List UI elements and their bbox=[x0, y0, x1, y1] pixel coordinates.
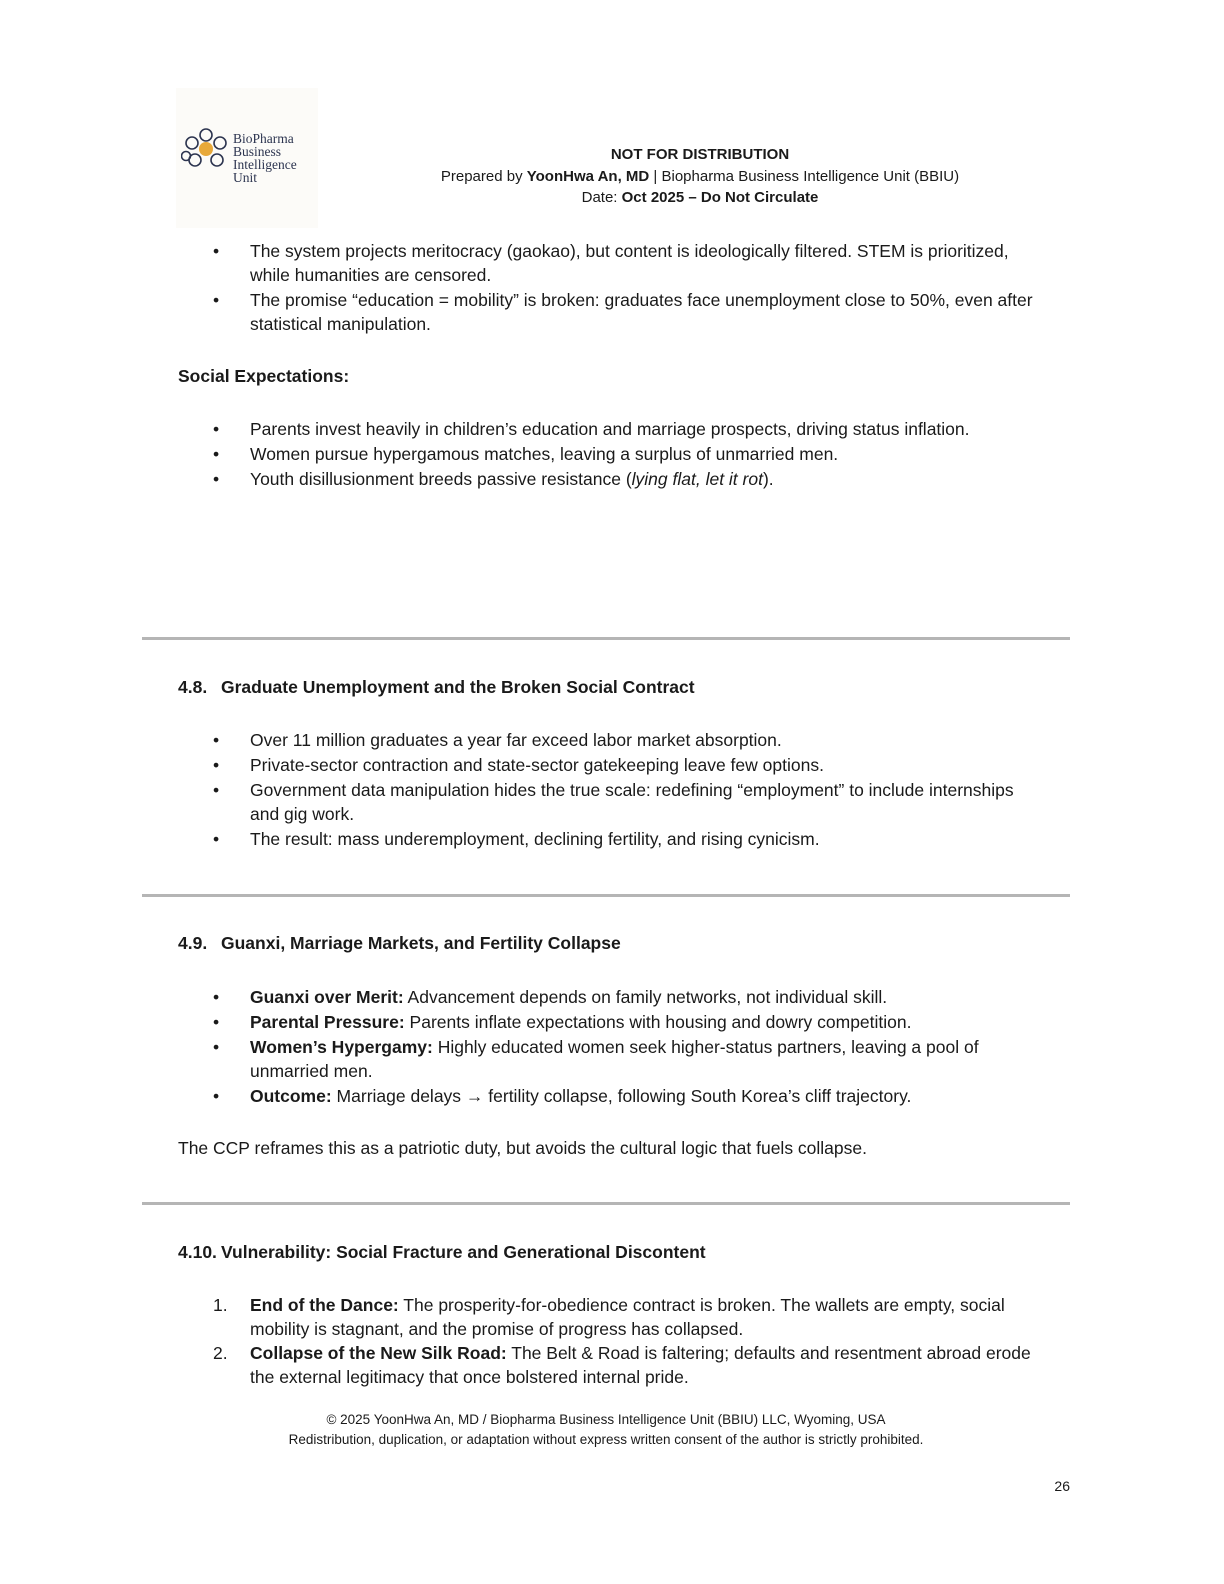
logo-line-4: Unit bbox=[233, 170, 258, 185]
bullet-marker: • bbox=[213, 730, 220, 750]
section-divider bbox=[142, 894, 1070, 897]
section-heading-4-9: 4.9. Guanxi, Marriage Markets, and Fertility Collapse bbox=[178, 933, 621, 953]
rights-notice: Redistribution, duplication, or adaptation without express written consent of the author is strictly prohibited. bbox=[288, 1432, 924, 1447]
logo-line-1: BioPharma bbox=[233, 131, 294, 146]
copyright-line: © 2025 YoonHwa An, MD / Biopharma Business Intelligence Unit (BBIU) LLC, Wyoming, USA bbox=[326, 1412, 886, 1427]
bullet-marker: • bbox=[213, 1037, 220, 1057]
document-header bbox=[350, 144, 1050, 209]
document-date: Oct 2025 – Do Not Circulate bbox=[621, 189, 819, 206]
distribution-notice: NOT FOR DISTRIBUTION bbox=[610, 146, 790, 163]
logo-wordmark bbox=[233, 132, 297, 184]
page-number: 26 bbox=[1054, 1478, 1070, 1494]
author-name: YoonHwa An, MD bbox=[526, 167, 650, 185]
bullet-marker: • bbox=[213, 1012, 220, 1032]
section-divider bbox=[142, 1202, 1070, 1205]
bullet-marker: • bbox=[213, 290, 220, 310]
prepared-by-line: Prepared by YoonHwa An, MD | Biopharma Business Intelligence Unit (BBIU) bbox=[440, 167, 960, 185]
logo-center-dot bbox=[199, 142, 213, 156]
bullet-marker: • bbox=[213, 469, 220, 489]
section-heading-4-10: 4.10. Vulnerability: Social Fracture and Generational Discontent bbox=[178, 1242, 706, 1262]
item-number: 2. bbox=[213, 1343, 228, 1363]
bullet-marker: • bbox=[213, 780, 220, 800]
italic-phrase: lying flat, let it rot bbox=[631, 469, 763, 489]
bullet-marker: • bbox=[213, 755, 220, 775]
closing-paragraph: The CCP reframes this as a patriotic duty, but avoids the cultural logic that fuels collapse. bbox=[178, 1138, 867, 1158]
section-heading-4-8: 4.8. Graduate Unemployment and the Broken Social Contract bbox=[178, 677, 695, 697]
molecule-logo-icon bbox=[181, 128, 231, 174]
social-expectations-heading: Social Expectations: bbox=[178, 366, 350, 386]
section-divider bbox=[142, 637, 1070, 640]
logo-line-2: Business bbox=[233, 144, 282, 159]
bullet-marker: • bbox=[213, 241, 220, 261]
logo-line-3: Intelligence bbox=[233, 157, 297, 172]
bullet-marker: • bbox=[213, 419, 220, 439]
company-logo bbox=[176, 88, 318, 228]
date-line: Date: Oct 2025 – Do Not Circulate bbox=[581, 189, 819, 206]
bullet-marker: • bbox=[213, 444, 220, 464]
bullet-marker: • bbox=[213, 829, 220, 849]
item-number: 1. bbox=[213, 1295, 228, 1315]
bullet-marker: • bbox=[213, 1086, 220, 1106]
bullet-marker: • bbox=[213, 987, 220, 1007]
page-footer bbox=[200, 1410, 1012, 1450]
